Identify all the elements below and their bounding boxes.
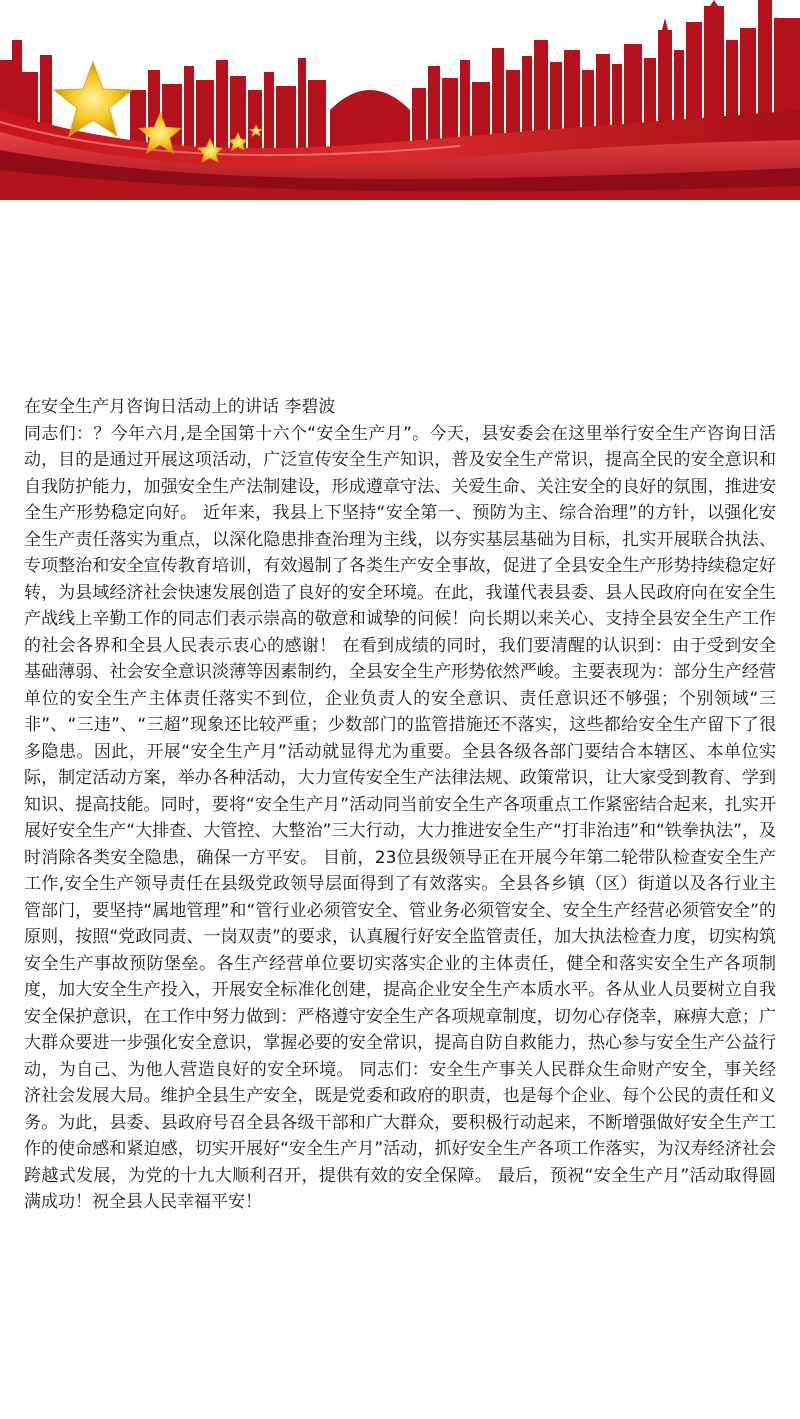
large-star-icon (54, 62, 132, 136)
article-title: 在安全生产月咨询日活动上的讲话 李碧波 (24, 397, 336, 417)
article-body: 同志们：？今年六月,是全国第十六个“安全生产月”。今天，县安委会在这里举行安全生产咨询日活动，目的是通过开展这项活动，广泛宣传安全生产知识，普及安全生产常识，提高全民的安全意识和自我防护能力，加强安全生产法制建设，形成遵章守法、关爱生命、关注安全的良好的氛围，推进安全生产形势稳定向好。 近年来，我县上下坚持“安全第一、预防为主、综合治理”的方针，以强化安全生产责任落实为重点，以深化隐患排查治理为主线，以夯实基层基础为目标，扎实开展联合执法、专项整治和安全宣传教育培训，有效遏制了各类生产安全事故，促进了全县安全生产形势持续稳定好转，为县域经济社会快速发展创造了良好的安全环境。在此，我谨代表县委、县人民政府向在安全生产战线上辛勤工作的同志们表示崇高的敬意和诚挚的问候！向长期以来关心、支持全县安全生产工作的社会各界和全县人民表示衷心的感谢！ 在看到成绩的同时，我们要清醒的认识到：由于受到安全基础薄弱、社会安全意识淡薄等因素制约，全县安全生产形势依然严峻。主要表现为：部分生产经营单位的安全生产主体责任落实不到位，企业负责人的安全意识、责任意识还不够强；个别领域“三非”、“三违”、“三超”现象还比较严重；少数部门的监管措施还不落实，这些都给安全生产留下了很多隐患。因此，开展“安全生产月”活动就显得尤为重要。全县各级各部门要结合本辖区、本单位实际，制定活动方案，举办各种活动，大力宣传安全生产法律法规、政策常识，让大家受到教育、学到知识、提高技能。同时，要将“安全生产月”活动同当前安全生产各项重点工作紧密结合起来，扎实开展好安全生产“大排查、大管控、大整治”三大行动，大力推进安全生产“打非治违”和“铁拳执法”，及时消除各类安全隐患，确保一方平安。 目前，23位县级领导正在开展今年第二轮带队检查安全生产工作,安全生产领导责任在县级党政领导层面得到了有效落实。全县各乡镇（区）街道以及各行业主管部门，要坚持“属地管理”和“管行业必须管安全、管业务必须管安全、安全生产经营必须管安全”的原则，按照“党政同责、一岗双责”的要求，认真履行好安全监管责任，加大执法检查力度，切实构筑安全生产事故预防堡垒。各生产经营单位要切实落实企业的主体责任，健全和落实安全生产各项制度，加大安全生产投入，开展安全标准化创建，提高企业安全生产本质水平。各从业人员要树立自我安全保护意识，在工作中努力做到：严格遵守安全生产各项规章制度，切勿心存侥幸，麻痹大意；广大群众要进一步强化安全意识，掌握必要的安全常识，提高自防自救能力，热心参与安全生产公益行动，为自己、为他人营造良好的安全环境。 同志们：安全生产事关人民群众生命财产安全，事关经济社会发展大局。维护全县生产安全，既是党委和政府的职责，也是每个企业、每个公民的责任和义务。为此，县委、县政府号召全县各级干部和广大群众，要积极行动起来，不断增强做好安全生产工作的使命感和紧迫感，切实开展好“安全生产月”活动，抓好安全生产各项工作落实，为汉寿经济社会跨越式发展，为党的十九大顺利召开，提供有效的安全保障。 最后，预祝“安全生产月”活动取得圆满成功！祝全县人民幸福平安！ (24, 423, 776, 1212)
city-skyline-banner (0, 0, 800, 200)
header-banner (0, 0, 800, 200)
speech-article (24, 394, 776, 1216)
